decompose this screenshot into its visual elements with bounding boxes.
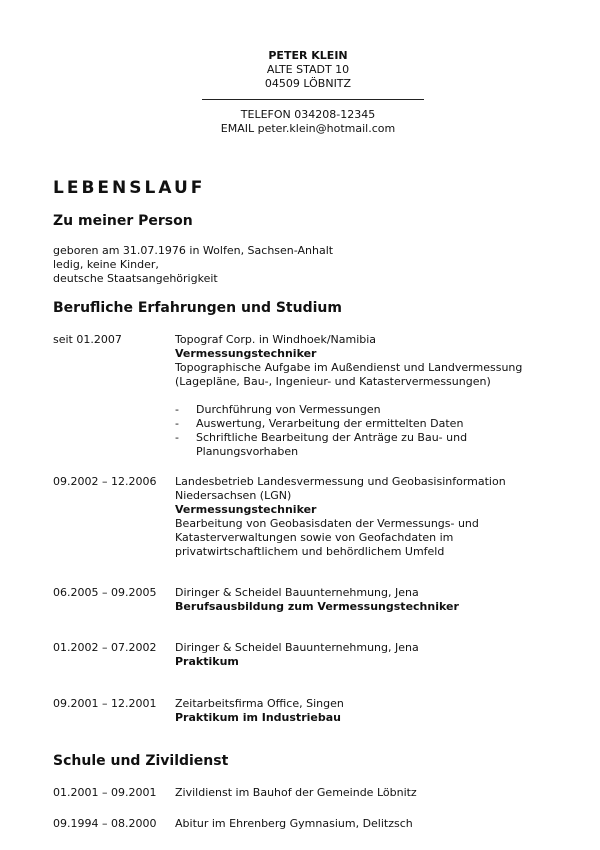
bullet-dash: - bbox=[175, 431, 179, 444]
person-birth: geboren am 31.07.1976 in Wolfen, Sachsen-Anhalt bbox=[53, 244, 334, 257]
work-entry-org: Diringer & Scheidel Bauunternehmung, Jena bbox=[175, 641, 419, 654]
phone-number: TELEFON 034208-12345 bbox=[240, 108, 376, 121]
applicant-name: PETER KLEIN bbox=[268, 49, 348, 62]
work-entry-org: Niedersachsen (LGN) bbox=[175, 489, 292, 502]
work-entry-date: 09.2002 – 12.2006 bbox=[53, 475, 157, 488]
work-entry-role: Berufsausbildung zum Vermessungstechniker bbox=[175, 600, 459, 613]
bullet-item-continued: Planungsvorhaben bbox=[196, 445, 299, 458]
school-entry-date: 01.2001 – 09.2001 bbox=[53, 786, 157, 799]
section-heading-school: Schule und Zivildienst bbox=[53, 753, 229, 769]
work-entry-role: Praktikum im Industriebau bbox=[175, 711, 341, 724]
work-entry-role: Praktikum bbox=[175, 655, 239, 668]
work-entry-desc: Topographische Aufgabe im Außendienst und Landvermessung bbox=[175, 361, 523, 374]
work-entry-org: Topograf Corp. in Windhoek/Namibia bbox=[175, 333, 377, 346]
person-status: ledig, keine Kinder, bbox=[53, 258, 159, 271]
bullet-dash: - bbox=[175, 403, 179, 416]
work-entry-date: 06.2005 – 09.2005 bbox=[53, 586, 157, 599]
work-entry-date: seit 01.2007 bbox=[53, 333, 122, 346]
work-entry-desc: Katasterverwaltungen sowie von Geofachdaten im bbox=[175, 531, 454, 544]
school-entry-date: 09.1994 – 08.2000 bbox=[53, 817, 157, 830]
bullet-item: Auswertung, Verarbeitung der ermittelten Daten bbox=[196, 417, 464, 430]
header-divider bbox=[202, 99, 424, 100]
address-street: ALTE STADT 10 bbox=[266, 63, 350, 76]
document-title: LEBENSLAUF bbox=[53, 178, 206, 198]
work-entry-date: 01.2002 – 07.2002 bbox=[53, 641, 157, 654]
school-entry-text: Abitur im Ehrenberg Gymnasium, Delitzsch bbox=[175, 817, 413, 830]
section-heading-work: Berufliche Erfahrungen und Studium bbox=[53, 300, 342, 316]
work-entry-desc: (Lagepläne, Bau-, Ingenieur- und Katastervermessungen) bbox=[175, 375, 491, 388]
work-entry-org: Diringer & Scheidel Bauunternehmung, Jena bbox=[175, 586, 419, 599]
email-address: EMAIL peter.klein@hotmail.com bbox=[220, 122, 396, 135]
address-city: 04509 LÖBNITZ bbox=[264, 77, 352, 90]
work-entry-role: Vermessungstechniker bbox=[175, 347, 317, 360]
bullet-dash: - bbox=[175, 417, 179, 430]
school-entry-text: Zivildienst im Bauhof der Gemeinde Löbnitz bbox=[175, 786, 417, 799]
bullet-item: Schriftliche Bearbeitung der Anträge zu Bau- und bbox=[196, 431, 468, 444]
work-entry-role: Vermessungstechniker bbox=[175, 503, 317, 516]
bullet-item: Durchführung von Vermessungen bbox=[196, 403, 381, 416]
work-entry-org: Zeitarbeitsfirma Office, Singen bbox=[175, 697, 344, 710]
work-entry-date: 09.2001 – 12.2001 bbox=[53, 697, 157, 710]
work-entry-org: Landesbetrieb Landesvermessung und Geobasisinformation bbox=[175, 475, 506, 488]
section-heading-person: Zu meiner Person bbox=[53, 213, 193, 229]
work-entry-desc: Bearbeitung von Geobasisdaten der Vermessungs- und bbox=[175, 517, 479, 530]
work-entry-desc: privatwirtschaftlichem und behördlichem Umfeld bbox=[175, 545, 445, 558]
person-nationality: deutsche Staatsangehörigkeit bbox=[53, 272, 218, 285]
